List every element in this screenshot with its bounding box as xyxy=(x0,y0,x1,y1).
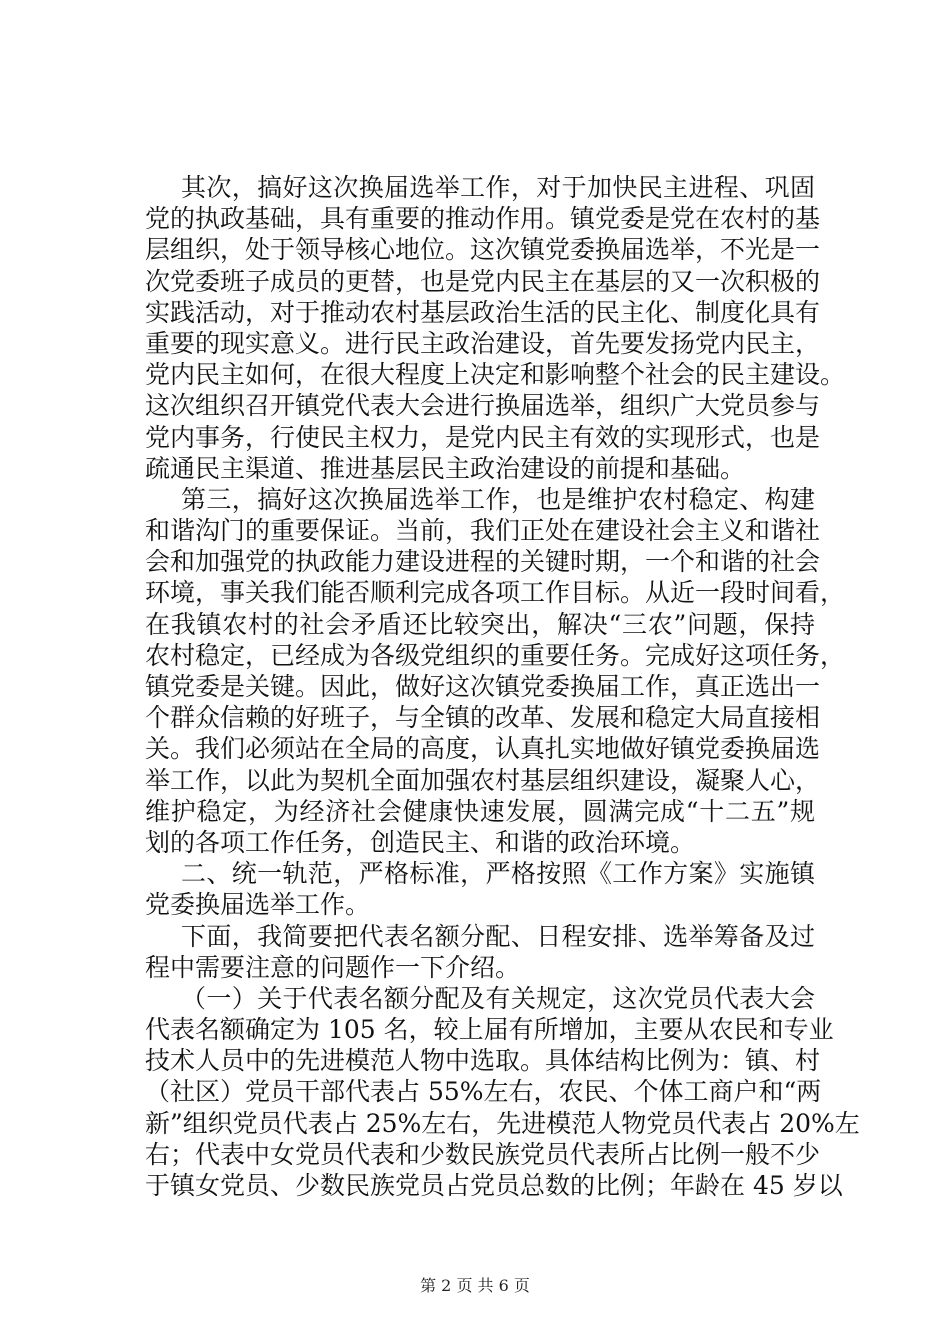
text-line: 新”组织党员代表占 25%左右，先进模范人物党员代表占 20%左 xyxy=(145,1108,860,1138)
text-line: 于镇女党员、少数民族党员占党员总数的比例；年龄在 45 岁以 xyxy=(145,1171,843,1200)
text-line: 程中需要注意的问题作一下介绍。 xyxy=(145,952,521,982)
text-line: 其次，搞好这次换届选举工作，对于加快民主进程、巩固 xyxy=(181,173,815,202)
text-line: （一）关于代表名额分配及有关规定，这次党员代表大会 xyxy=(181,983,815,1013)
text-line: 右；代表中女党员代表和少数民族党员代表所占比例一般不少 xyxy=(145,1139,821,1169)
text-line: 个群众信赖的好班子，与全镇的改革、发展和稳定大局直接相 xyxy=(145,703,821,733)
text-line: 在我镇农村的社会矛盾还比较突出，解决“三农”问题，保持 xyxy=(145,609,815,639)
text-line: 下面，我简要把代表名额分配、日程安排、选举筹备及过 xyxy=(181,921,815,951)
text-line: 会和加强党的执政能力建设进程的关键时期，一个和谐的社会 xyxy=(145,547,821,577)
text-line: 代表名额确定为 105 名，较上届有所增加，主要从农民和专业 xyxy=(145,1015,834,1045)
text-line: 关。我们必须站在全局的高度，认真扎实地做好镇党委换届选 xyxy=(145,734,821,764)
text-line: 农村稳定，已经成为各级党组织的重要任务。完成好这项任务， xyxy=(145,640,846,670)
text-line: 环境，事关我们能否顺利完成各项工作目标。从近一段时间看， xyxy=(145,578,846,608)
text-line: 层组织，处于领导核心地位。这次镇党委换届选举，不光是一 xyxy=(145,235,821,265)
text-line: 举工作，以此为契机全面加强农村基层组织建设，凝聚人心， xyxy=(145,765,821,795)
text-line: 党内民主如何，在很大程度上决定和影响整个社会的民主建设。 xyxy=(145,360,846,390)
text-line: 重要的现实意义。进行民主政治建设，首先要发扬党内民主， xyxy=(145,328,821,358)
text-line: 和谐沟门的重要保证。当前，我们正处在建设社会主义和谐社 xyxy=(145,516,821,546)
text-line: 第三，搞好这次换届选举工作，也是维护农村稳定、构建 xyxy=(181,484,815,514)
page-footer: 第 2 页 共 6 页 xyxy=(420,1276,530,1295)
text-line: （社区）党员干部代表占 55%左右，农民、个体工商户和“两 xyxy=(145,1077,822,1107)
text-line: 这次组织召开镇党代表大会进行换届选举，组织广大党员参与 xyxy=(145,391,821,421)
text-line: 党委换届选举工作。 xyxy=(145,890,371,920)
text-line: 次党委班子成员的更替，也是党内民主在基层的又一次积极的 xyxy=(145,266,821,296)
text-line: 党内事务，行使民主权力，是党内民主有效的实现形式，也是 xyxy=(145,422,821,452)
text-line: 镇党委是关键。因此，做好这次镇党委换届工作，真正选出一 xyxy=(145,672,821,701)
text-line: 维护稳定，为经济社会健康快速发展，圆满完成“十二五”规 xyxy=(145,796,815,826)
text-line: 二、统一轨范，严格标准，严格按照《工作方案》实施镇 xyxy=(181,859,815,889)
text-line: 技术人员中的先进模范人物中选取。具体结构比例为：镇、村 xyxy=(145,1046,821,1076)
text-line: 党的执政基础，具有重要的推动作用。镇党委是党在农村的基 xyxy=(145,204,821,234)
document-body xyxy=(145,172,860,1201)
text-line: 实践活动，对于推动农村基层政治生活的民主化、制度化具有 xyxy=(145,297,821,327)
text-line: 划的各项工作任务，创造民主、和谐的政治环境。 xyxy=(145,827,696,857)
text-line: 疏通民主渠道、推进基层民主政治建设的前提和基础。 xyxy=(145,453,746,483)
